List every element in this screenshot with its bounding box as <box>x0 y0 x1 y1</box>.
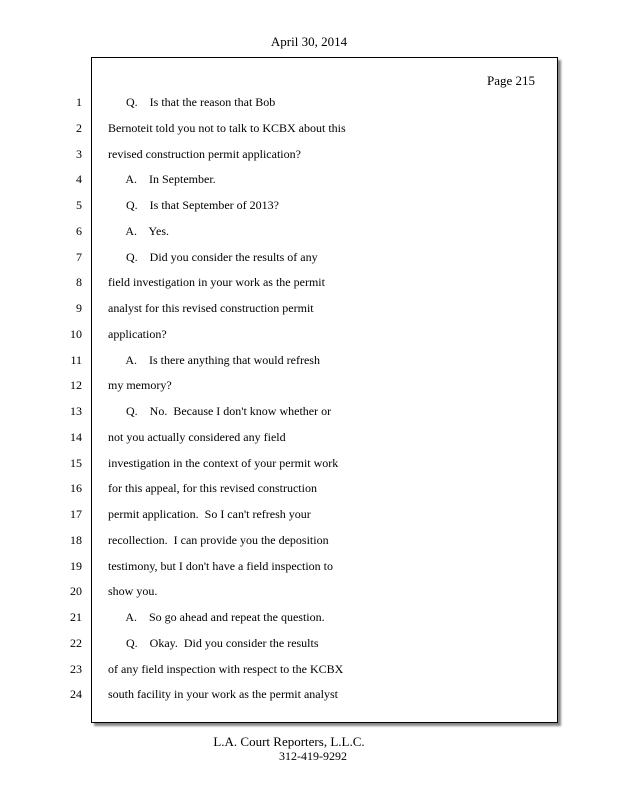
footer-phone: 312-419-9292 <box>279 749 347 763</box>
line-number: 7 <box>76 250 82 264</box>
header-date: April 30, 2014 <box>270 34 348 49</box>
line-text: investigation in the context of your permit work <box>108 456 339 470</box>
line-number: 13 <box>70 404 82 418</box>
line-number: 12 <box>70 378 82 392</box>
line-text: A. So go ahead and repeat the question. <box>108 610 325 624</box>
line-text: A. Is there anything that would refresh <box>108 353 320 367</box>
line-text: field investigation in your work as the permit <box>108 275 325 289</box>
line-text: my memory? <box>108 378 172 392</box>
line-number: 3 <box>76 147 82 161</box>
line-number: 18 <box>70 533 82 547</box>
line-number: 21 <box>70 610 82 624</box>
line-number: 5 <box>76 198 82 212</box>
line-number: 8 <box>76 275 82 289</box>
line-text: south facility in your work as the permit analyst <box>108 687 338 701</box>
line-number: 1 <box>76 95 82 109</box>
line-text: application? <box>108 327 167 341</box>
line-number: 2 <box>76 121 82 135</box>
line-number: 20 <box>70 584 82 598</box>
line-text: for this appeal, for this revised construction <box>108 481 317 495</box>
line-text: testimony, but I don't have a field inspection to <box>108 559 334 573</box>
line-number: 15 <box>70 456 82 470</box>
line-text: Q. Okay. Did you consider the results <box>108 636 319 650</box>
line-text: not you actually considered any field <box>108 430 286 444</box>
line-text: Q. Did you consider the results of any <box>108 250 318 264</box>
line-text: analyst for this revised construction permit <box>108 301 314 315</box>
line-number: 11 <box>70 353 82 367</box>
line-text: A. In September. <box>108 172 216 186</box>
line-text: permit application. So I can't refresh your <box>108 507 311 521</box>
line-text: Bernoteit told you not to talk to KCBX about this <box>108 121 346 135</box>
line-text: revised construction permit application? <box>108 147 301 161</box>
line-number: 9 <box>76 301 82 315</box>
line-text: recollection. I can provide you the deposition <box>108 533 329 547</box>
line-text: Q. Is that the reason that Bob <box>108 95 276 109</box>
line-text: Q. No. Because I don't know whether or <box>108 404 332 418</box>
line-number: 10 <box>70 327 82 341</box>
page-number: Page 215 <box>486 73 535 88</box>
line-number: 22 <box>70 636 82 650</box>
line-number: 16 <box>70 481 82 495</box>
line-text: show you. <box>108 584 158 598</box>
line-text: Q. Is that September of 2013? <box>108 198 279 212</box>
line-text: A. Yes. <box>108 224 170 238</box>
line-number: 17 <box>70 507 82 521</box>
line-number: 23 <box>70 662 82 676</box>
line-number: 19 <box>70 559 82 573</box>
footer-company: L.A. Court Reporters, L.L.C. <box>213 734 365 749</box>
line-number: 6 <box>76 224 82 238</box>
line-number: 4 <box>76 172 82 186</box>
line-text: of any field inspection with respect to the KCBX <box>108 662 344 676</box>
line-number: 14 <box>70 430 82 444</box>
line-number: 24 <box>70 687 82 701</box>
